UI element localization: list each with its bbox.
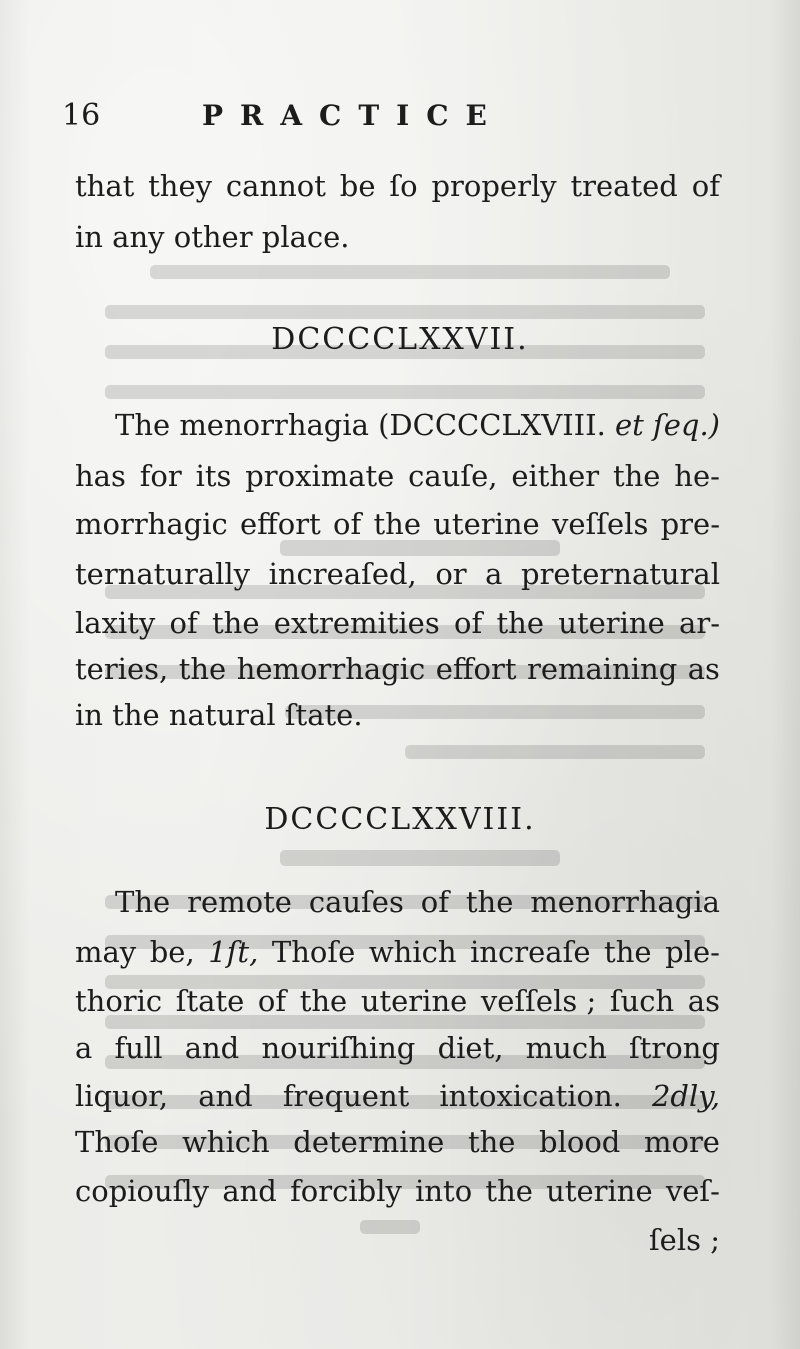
word: they: [148, 169, 213, 203]
text-line: [75, 458, 720, 496]
word: uterine: [558, 606, 665, 640]
text-line: [75, 983, 720, 1021]
word: be,: [149, 935, 195, 969]
word: proximate: [245, 459, 395, 493]
text-line: [75, 219, 720, 257]
word: 1ſt,: [208, 935, 259, 969]
word: or: [435, 557, 467, 591]
text-line: [115, 884, 720, 922]
text-line: [75, 697, 720, 735]
word: of: [454, 606, 483, 640]
word: as: [687, 984, 720, 1018]
word: teries,: [75, 652, 169, 686]
word: treated: [570, 169, 678, 203]
word: properly: [431, 169, 557, 203]
word: has: [75, 459, 126, 493]
text-line: [75, 651, 720, 689]
word: uterine: [360, 984, 468, 1018]
word: The: [115, 408, 171, 442]
word: the: [467, 1125, 516, 1159]
word: effort: [435, 652, 517, 686]
word: effort: [240, 507, 321, 541]
word: much: [525, 1031, 607, 1065]
word: be: [339, 169, 376, 203]
word: the: [299, 984, 348, 1018]
word: preternatural: [521, 557, 720, 591]
word: forcibly: [290, 1174, 402, 1208]
word: the: [496, 606, 544, 640]
word: (DCCCCLXVIII.: [378, 408, 606, 442]
text-line: [75, 1124, 720, 1162]
text-line: [115, 407, 720, 445]
word: the: [612, 459, 661, 493]
word: a: [485, 557, 503, 591]
running-title: PRACTICE: [202, 99, 504, 132]
word: pre-: [660, 507, 720, 541]
word: frequent: [282, 1079, 410, 1113]
text-line: [75, 1173, 720, 1211]
word: ſtrong: [628, 1031, 720, 1065]
word: Thoſe: [75, 1125, 159, 1159]
catchword: ſels ;: [648, 1223, 720, 1257]
word: of: [333, 507, 362, 541]
word: of: [420, 885, 449, 919]
word: remaining: [526, 652, 678, 686]
word: may: [75, 935, 137, 969]
word: and: [198, 1079, 253, 1113]
text-line: [75, 605, 720, 643]
word: diet,: [437, 1031, 504, 1065]
text-line: [75, 556, 720, 594]
word: morrhagic: [75, 507, 228, 541]
word: uterine: [433, 507, 540, 541]
word: laxity: [75, 606, 156, 640]
word: thoric: [75, 984, 163, 1018]
word: the: [212, 606, 260, 640]
word: uterine: [546, 1174, 653, 1208]
word: extremities: [273, 606, 440, 640]
word: ternaturally: [75, 557, 251, 591]
word: into: [415, 1174, 473, 1208]
word: cannot: [225, 169, 326, 203]
word: intoxication.: [439, 1079, 622, 1113]
text-line: [75, 1030, 720, 1068]
word: menorrhagia: [530, 885, 720, 919]
word: a: [75, 1031, 93, 1065]
page-header: [62, 98, 562, 138]
word: increaſe: [470, 935, 591, 969]
word: the: [178, 652, 227, 686]
word: ſuch: [609, 984, 675, 1018]
word: The: [115, 885, 171, 919]
word: for: [139, 459, 182, 493]
word: determine: [293, 1125, 445, 1159]
text-line: [75, 934, 720, 972]
word: cauſes: [308, 885, 404, 919]
word: veſ-: [665, 1174, 720, 1208]
section-heading: DCCCCLXXVII.: [271, 322, 529, 357]
word: more: [643, 1125, 720, 1159]
word: he-: [674, 459, 720, 493]
word: veſſels: [552, 507, 649, 541]
word: nouriſhing: [261, 1031, 416, 1065]
word: of: [257, 984, 287, 1018]
word: its: [195, 459, 232, 493]
word: veſſels ;: [480, 984, 597, 1018]
section-heading: DCCCCLXXVIII.: [264, 802, 536, 837]
text-line: [75, 1078, 720, 1116]
word: increaſed,: [268, 557, 417, 591]
word: of: [691, 169, 720, 203]
word: either: [511, 459, 600, 493]
word: in any other place.: [75, 220, 350, 254]
word: the: [604, 935, 652, 969]
word: et ſeq.): [614, 408, 720, 442]
word: ſo: [389, 169, 418, 203]
word: 2dly,: [651, 1079, 720, 1113]
page-number: 16: [62, 98, 101, 133]
word: of: [169, 606, 198, 640]
word: ſtate: [175, 984, 245, 1018]
word: blood: [539, 1125, 621, 1159]
word: the: [373, 507, 421, 541]
word: which: [368, 935, 457, 969]
word: ar-: [679, 606, 720, 640]
word: and: [222, 1174, 277, 1208]
word: in the natural ſtate.: [75, 698, 363, 732]
word: that: [75, 169, 135, 203]
word: which: [181, 1125, 270, 1159]
word: cauſe,: [408, 459, 498, 493]
text-line: [75, 506, 720, 544]
word: the: [465, 885, 514, 919]
word: menorrhagia: [179, 408, 369, 442]
word: Thoſe: [271, 935, 356, 969]
text-line: [75, 168, 720, 206]
word: as: [687, 652, 720, 686]
word: the: [485, 1174, 533, 1208]
word: copiouſly: [75, 1174, 210, 1208]
word: liquor,: [75, 1079, 169, 1113]
word: remote: [187, 885, 292, 919]
word: full: [114, 1031, 163, 1065]
word: and: [184, 1031, 240, 1065]
word: hemorrhagic: [236, 652, 426, 686]
word: ple-: [665, 935, 720, 969]
